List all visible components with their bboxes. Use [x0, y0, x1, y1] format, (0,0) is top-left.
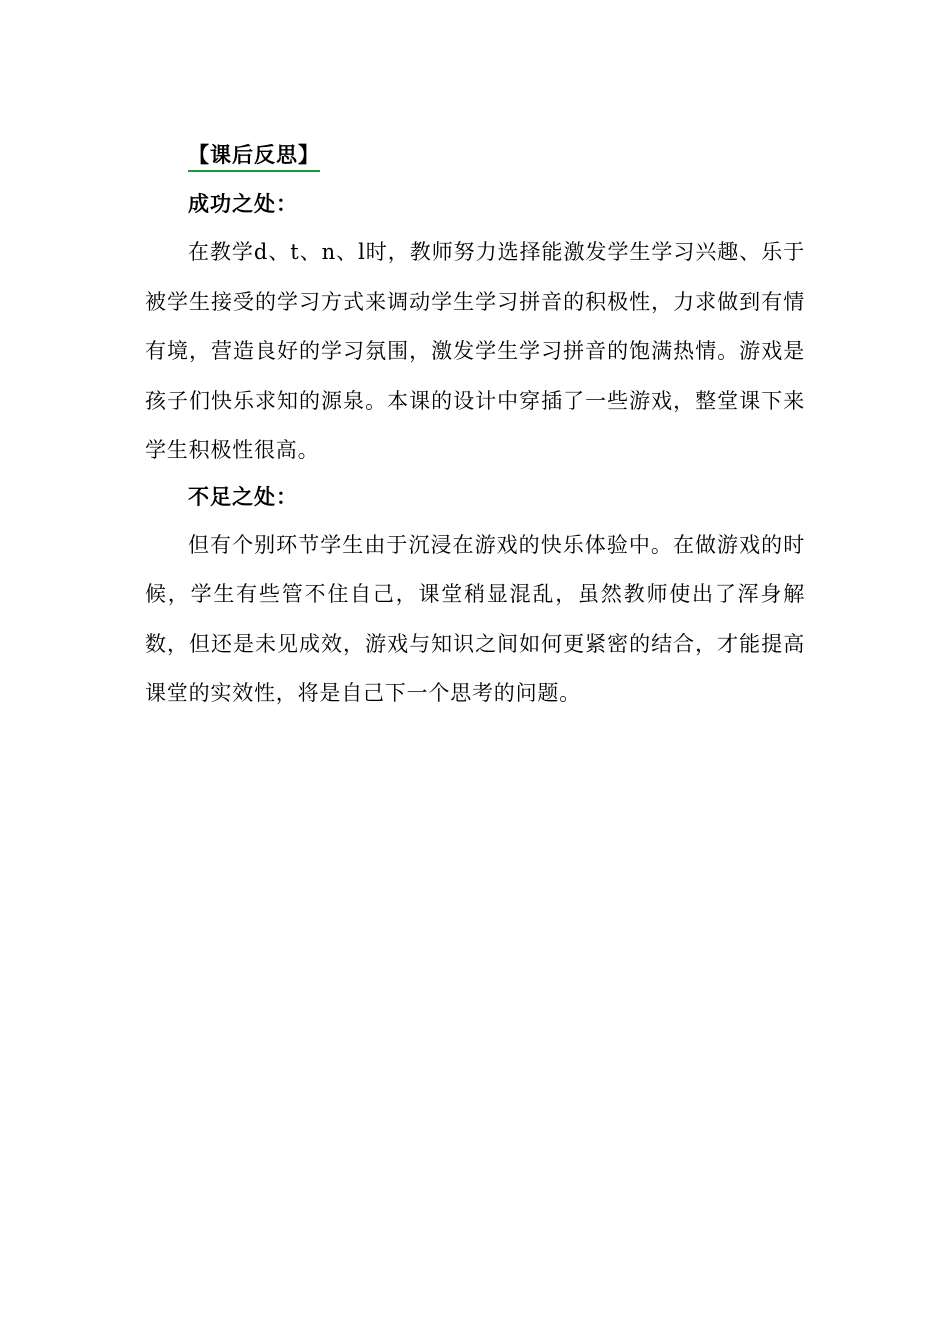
shortcoming-paragraph: 但有个别环节学生由于沉浸在游戏的快乐体验中。在做游戏的时候，学生有些管不住自己，课堂稍显混乱，虽然教师使出了浑身解数，但还是未见成效，游戏与知识之间如何更紧密的结合，才能提高课堂的实效性，将是自己下一个思考的问题。 [145, 532, 805, 705]
document-body [145, 140, 805, 719]
success-heading: 成功之处： [188, 191, 298, 216]
success-paragraph: 在教学d、t、n、l时，教师努力选择能激发学生学习兴趣、乐于被学生接受的学习方式来调动学生学习拼音的积极性，力求做到有情有境，营造良好的学习氛围，激发学生学习拼音的饱满热情。游戏是孩子们快乐求知的源泉。本课的设计中穿插了一些游戏，整堂课下来学生积极性很高。 [145, 240, 805, 462]
shortcoming-heading: 不足之处： [188, 483, 298, 509]
section-title: 【课后反思】 [188, 140, 320, 172]
